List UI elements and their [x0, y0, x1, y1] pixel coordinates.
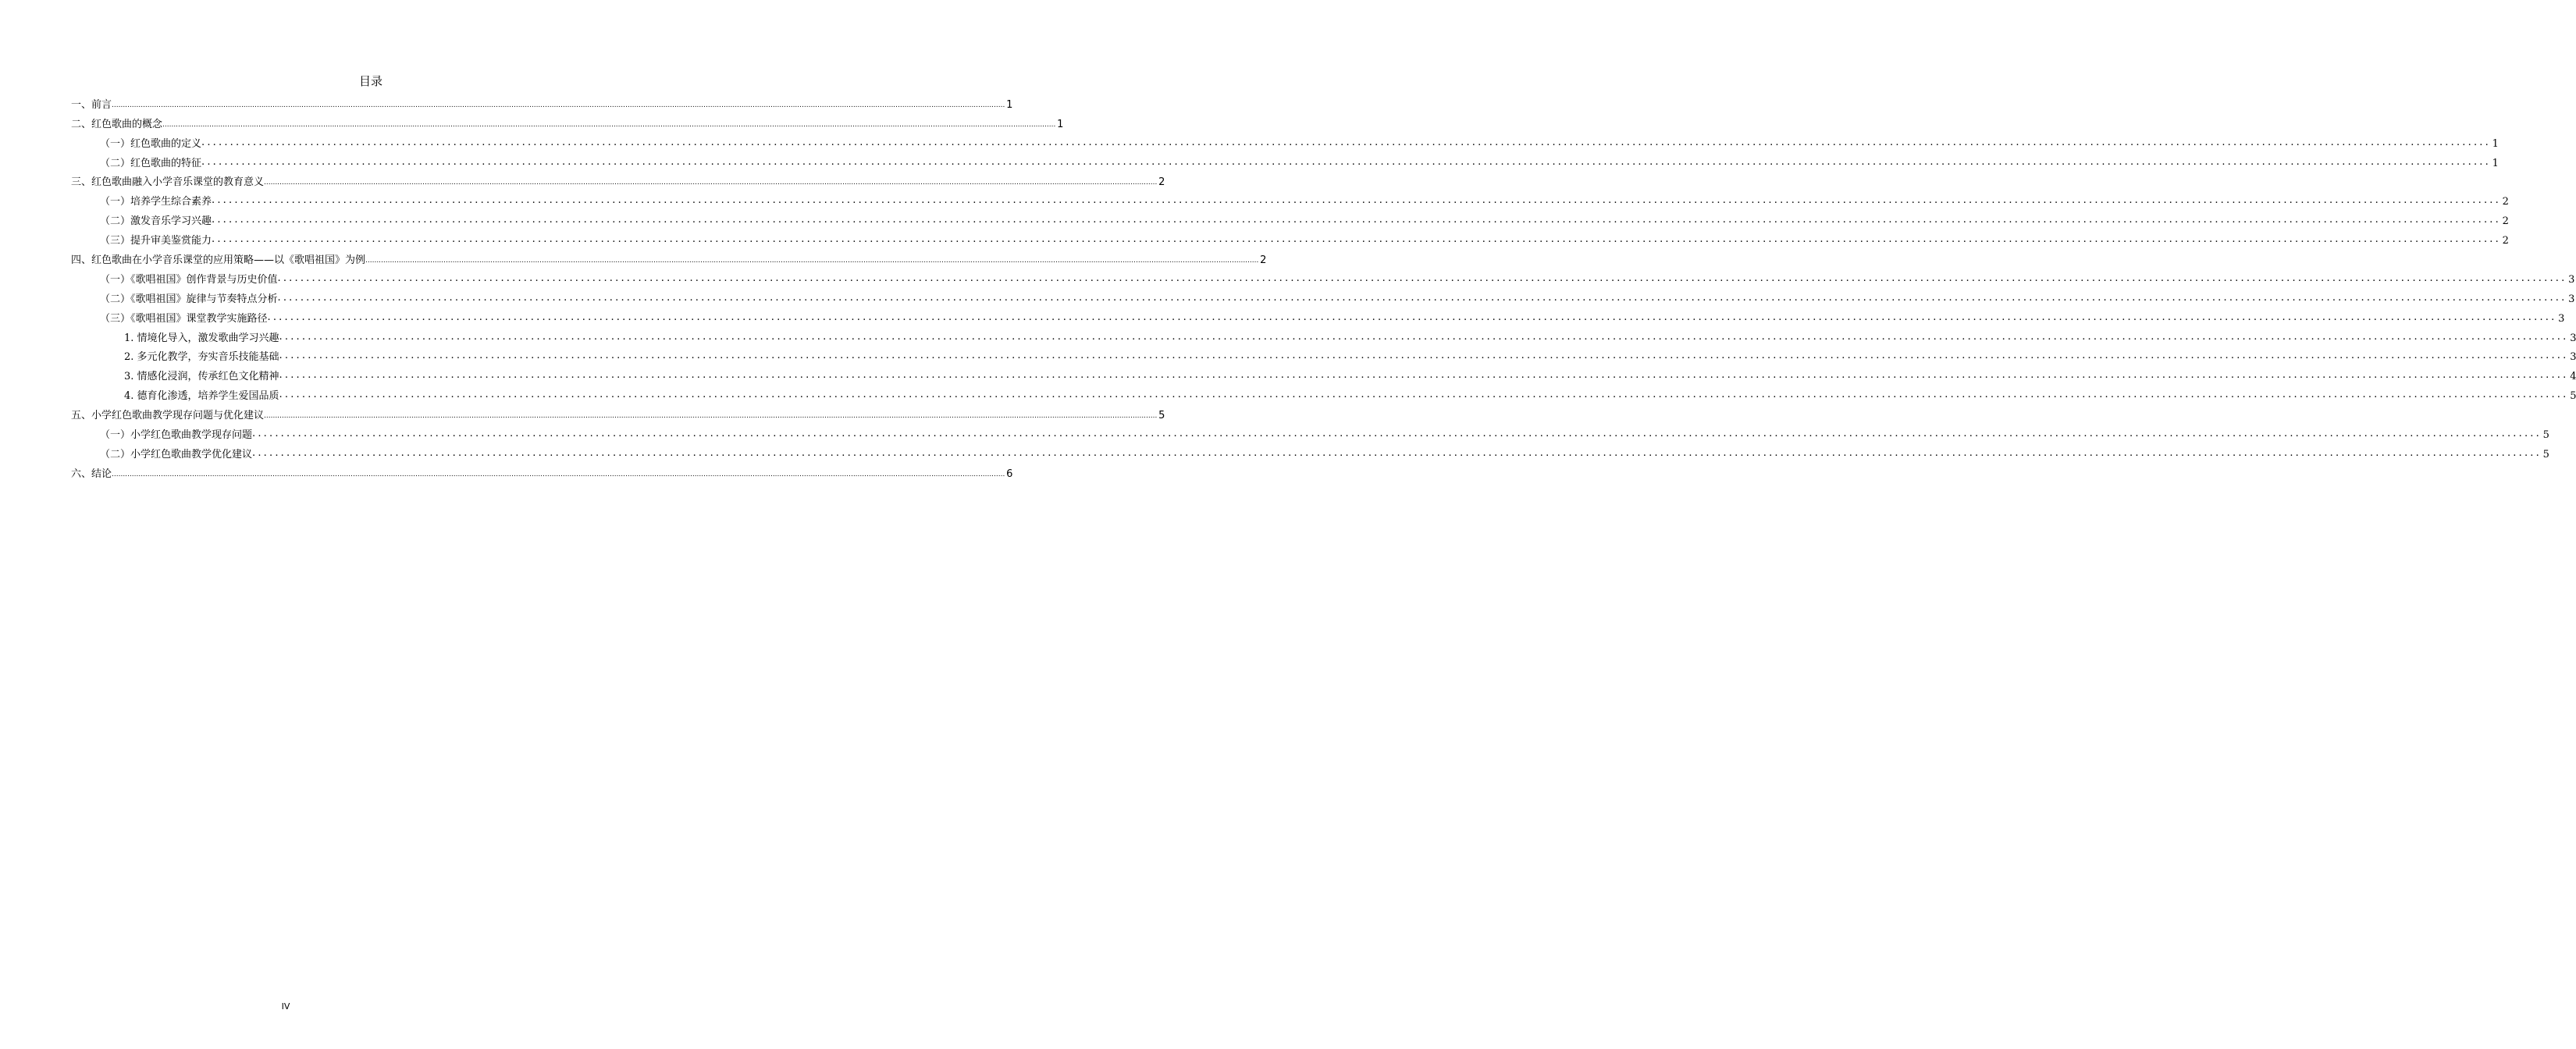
toc-entry-page-number: 3: [2568, 273, 2575, 286]
toc-dot-leader: ................................................................................................................................................................................................................................................................................................................................................................................................................: [212, 214, 2501, 226]
toc-entry-page-number: 5: [2542, 429, 2549, 442]
toc-entry[interactable]: [100, 150, 2499, 169]
toc-entry-label: 二、红色歌曲的概念: [71, 118, 163, 130]
toc-dot-leader: ................................................................................................................................................................................................................................................................................................................................................................................................................: [112, 470, 1005, 478]
toc-entry[interactable]: [71, 111, 1064, 130]
toc-entry[interactable]: [100, 227, 2509, 247]
toc-dot-leader: ................................................................................................................................................................................................................................................................................................................................................................................................................: [252, 428, 2542, 440]
toc-entry-page-number: 3: [2570, 351, 2576, 364]
toc-entry-label: （三）《歌唱祖国》课堂教学实施路径: [100, 312, 268, 325]
toc-entry-label: 4. 德育化渗透，培养学生爱国品质: [124, 390, 279, 403]
toc-entry-page-number: 5: [2570, 390, 2576, 403]
toc-entry[interactable]: [124, 363, 2576, 383]
toc-entry-page-number: 2: [2502, 196, 2509, 208]
toc-entry-label: 六、结论: [71, 468, 112, 480]
toc-dot-leader: ................................................................................................................................................................................................................................................................................................................................................................................................................: [201, 155, 2491, 168]
toc-entry-label: 五、小学红色歌曲教学现存问题与优化建议: [71, 410, 265, 422]
toc-dot-leader: ................................................................................................................................................................................................................................................................................................................................................................................................................: [162, 120, 1056, 129]
toc-dot-leader: ................................................................................................................................................................................................................................................................................................................................................................................................................: [112, 101, 1005, 109]
toc-entry-label: （三）提升审美鉴赏能力: [100, 235, 212, 247]
toc-entry[interactable]: [124, 325, 2576, 344]
toc-entry-page-number: 2: [2502, 235, 2509, 247]
toc-entry-label: （一）《歌唱祖国》创作背景与历史价值: [100, 273, 278, 286]
toc-entry[interactable]: [100, 208, 2509, 228]
toc-entry-page-number: 1: [2492, 157, 2499, 169]
toc-entry-page-number: 3: [2568, 293, 2575, 305]
toc-dot-leader: ................................................................................................................................................................................................................................................................................................................................................................................................................: [212, 194, 2501, 207]
toc-entry[interactable]: [100, 130, 2499, 150]
toc-entry-label: （一）小学红色歌曲教学现存问题: [100, 429, 253, 442]
toc-entry-page-number: 3: [2558, 312, 2565, 325]
toc-entry-page-number: 5: [2542, 448, 2549, 460]
toc-entry-page-number: 1: [1057, 118, 1064, 130]
toc-entry-page-number: 1: [1006, 98, 1013, 111]
toc-entry[interactable]: [71, 402, 1165, 422]
toc-entry-label: 1. 情境化导入，激发歌曲学习兴趣: [124, 332, 279, 344]
toc-entry-page-number: 5: [1158, 410, 1165, 422]
toc-entry-label: 2. 多元化教学，夯实音乐技能基础: [124, 351, 279, 364]
toc-dot-leader: ................................................................................................................................................................................................................................................................................................................................................................................................................: [212, 233, 2501, 246]
toc-dot-leader: ................................................................................................................................................................................................................................................................................................................................................................................................................: [279, 389, 2569, 401]
toc-dot-leader: ................................................................................................................................................................................................................................................................................................................................................................................................................: [365, 257, 1259, 265]
table-of-contents: [71, 91, 2576, 480]
toc-entry-page-number: 4: [2570, 371, 2576, 383]
toc-entry-page-number: 3: [2570, 332, 2576, 344]
toc-dot-leader: ................................................................................................................................................................................................................................................................................................................................................................................................................: [201, 136, 2491, 148]
toc-entry-label: （二）小学红色歌曲教学优化建议: [100, 448, 253, 460]
toc-dot-leader: ................................................................................................................................................................................................................................................................................................................................................................................................................: [279, 330, 2569, 343]
toc-entry-page-number: 6: [1006, 468, 1013, 480]
toc-dot-leader: ................................................................................................................................................................................................................................................................................................................................................................................................................: [279, 350, 2569, 362]
toc-dot-leader: ................................................................................................................................................................................................................................................................................................................................................................................................................: [277, 272, 2567, 284]
toc-entry[interactable]: [71, 247, 1267, 267]
toc-entry-label: （二）《歌唱祖国》旋律与节奏特点分析: [100, 293, 278, 305]
toc-entry-label: （二）红色歌曲的特征: [100, 157, 202, 169]
toc-title: 目录: [358, 74, 382, 88]
toc-entry-label: （一）红色歌曲的定义: [100, 137, 202, 150]
toc-entry-page-number: 1: [2492, 137, 2499, 150]
toc-dot-leader: ................................................................................................................................................................................................................................................................................................................................................................................................................: [277, 291, 2567, 304]
toc-entry-page-number: 2: [1158, 176, 1165, 189]
toc-entry[interactable]: [71, 169, 1165, 189]
toc-entry[interactable]: [100, 421, 2549, 442]
toc-entry[interactable]: [71, 91, 1013, 111]
toc-dot-leader: ................................................................................................................................................................................................................................................................................................................................................................................................................: [264, 179, 1158, 187]
toc-entry[interactable]: [71, 460, 1013, 480]
toc-entry[interactable]: [100, 188, 2509, 208]
toc-entry-label: 3. 情感化浸润，传承红色文化精神: [124, 371, 279, 383]
toc-dot-leader: ................................................................................................................................................................................................................................................................................................................................................................................................................: [252, 446, 2542, 459]
footer-page-number: IV: [281, 1001, 290, 1012]
toc-dot-leader: ................................................................................................................................................................................................................................................................................................................................................................................................................: [279, 369, 2569, 382]
toc-dot-leader: ................................................................................................................................................................................................................................................................................................................................................................................................................: [264, 412, 1158, 421]
toc-entry[interactable]: [100, 266, 2575, 286]
toc-entry[interactable]: [100, 286, 2575, 305]
toc-entry-page-number: 2: [2502, 215, 2509, 228]
toc-entry[interactable]: [100, 305, 2565, 325]
toc-entry-label: 三、红色歌曲融入小学音乐课堂的教育意义: [71, 176, 265, 189]
toc-entry-page-number: 2: [1260, 254, 1267, 267]
toc-entry[interactable]: [124, 344, 2576, 364]
toc-entry[interactable]: [124, 382, 2576, 403]
toc-entry-label: 一、前言: [71, 98, 112, 111]
toc-entry-label: 四、红色歌曲在小学音乐课堂的应用策略——以《歌唱祖国》为例: [71, 254, 366, 267]
toc-entry[interactable]: [100, 441, 2549, 460]
toc-dot-leader: ................................................................................................................................................................................................................................................................................................................................................................................................................: [267, 311, 2557, 323]
toc-entry-label: （一）培养学生综合素养: [100, 196, 212, 208]
toc-entry-label: （二）激发音乐学习兴趣: [100, 215, 212, 228]
